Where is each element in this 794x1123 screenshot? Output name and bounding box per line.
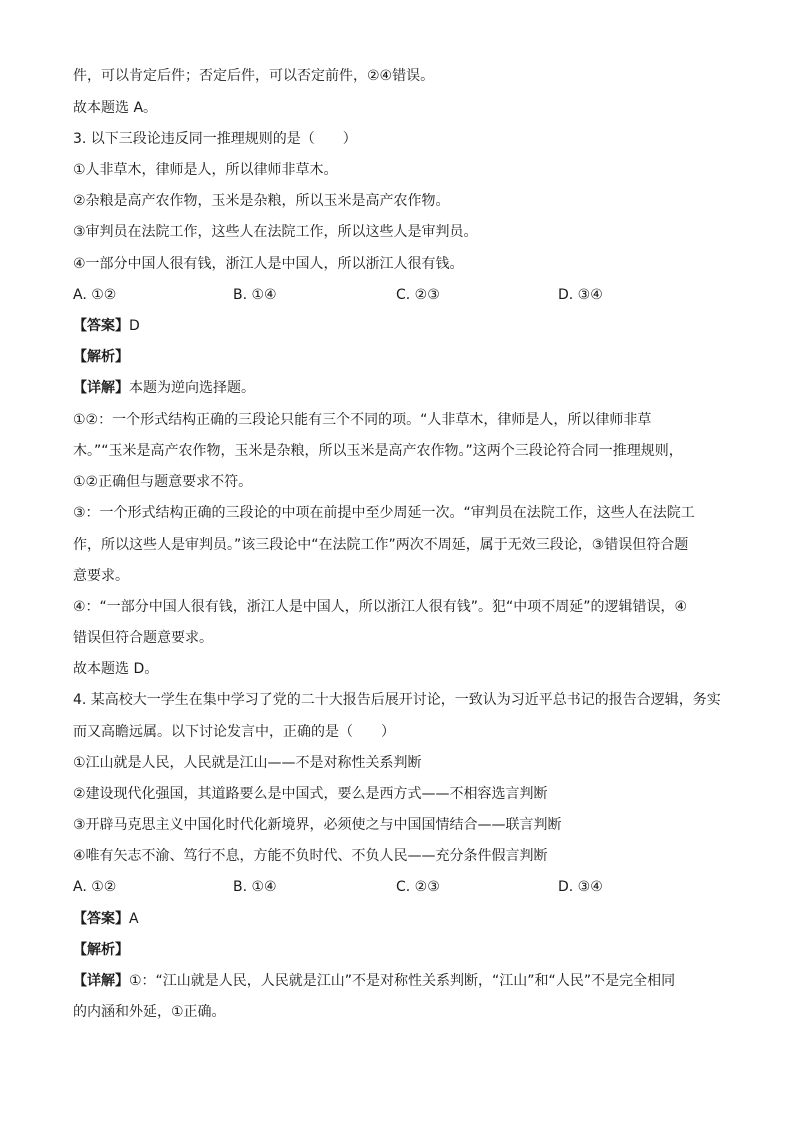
- option-c: C. ②③: [396, 879, 440, 895]
- statement: ②杂粮是高产农作物，玉米是杂粮，所以玉米是高产农作物。: [73, 193, 450, 209]
- answer-line: [73, 909, 139, 929]
- option-a: A. ①②: [73, 879, 117, 895]
- answer-value: D: [129, 318, 140, 334]
- answer-value: A: [129, 911, 139, 927]
- option-d: D. ③④: [558, 287, 603, 303]
- text-line: ④：“一部分中国人很有钱，浙江人是中国人，所以浙江人很有钱”。犯“中项不周延”的逻辑错误，④: [73, 599, 688, 615]
- option-b: B. ①④: [233, 287, 277, 303]
- detail-text: 本题为逆向选择题。: [129, 380, 255, 396]
- detail-tag: 【详解】: [73, 380, 129, 396]
- analysis-tag: [73, 347, 129, 367]
- answer-line: [73, 316, 140, 336]
- option-b: B. ①④: [233, 879, 277, 895]
- answer-tag: 【答案】: [73, 911, 129, 927]
- detail-line: [73, 971, 675, 991]
- text-line: 故本题选 A。: [73, 100, 158, 116]
- text-line: 作，所以这些人是审判员。”该三段论中“在法院工作”两次不周延，属于无效三段论，③错误但符合题: [73, 537, 689, 553]
- text-line: 的内涵和外延，①正确。: [73, 1004, 226, 1020]
- statement: ②建设现代化强国，其道路要么是中国式，要么是西方式——不相容选言判断: [73, 786, 548, 802]
- detail-line: [73, 378, 255, 398]
- answer-tag: 【答案】: [73, 318, 129, 334]
- statement: ③审判员在法院工作，这些人在法院工作，所以这些人是审判员。: [73, 224, 478, 240]
- analysis-tag: [73, 940, 129, 960]
- question-4-stem: 4. 某高校大一学生在集中学习了党的二十大报告后展开讨论，一致认为习近平总书记的报告合逻辑，务实: [73, 692, 721, 708]
- detail-tag: 【详解】: [73, 973, 129, 989]
- detail-text: ①：“江山就是人民，人民就是江山”不是对称性关系判断，“江山”和“人民”不是完全相同: [129, 973, 676, 989]
- statement: ③开辟马克思主义中国化时代化新境界，必须使之与中国国情结合——联言判断: [73, 817, 562, 833]
- text-line: 件，可以肯定后件；否定后件，可以否定前件，②④错误。: [73, 68, 435, 84]
- option-a: A. ①②: [73, 287, 117, 303]
- text-line: 木。”“玉米是高产农作物，玉米是杂粮，所以玉米是高产农作物。”这两个三段论符合同一推理规则，: [73, 443, 683, 459]
- question-4-options: [73, 877, 733, 897]
- question-3-options: [73, 285, 733, 305]
- text-line: ①②正确但与题意要求不符。: [73, 474, 253, 490]
- statement: ①人非草木，律师是人，所以律师非草木。: [73, 162, 338, 178]
- question-4-stem: 而又高瞻远属。以下讨论发言中，正确的是（ ）: [73, 724, 395, 740]
- statement: ④唯有矢志不渝、笃行不息，方能不负时代、不负人民——充分条件假言判断: [73, 848, 548, 864]
- analysis-label: 【解析】: [73, 349, 129, 365]
- text-line: 错误但符合题意要求。: [73, 630, 213, 646]
- question-3-stem: 3. 以下三段论违反同一推理规则的是（ ）: [73, 131, 357, 147]
- option-c: C. ②③: [396, 287, 440, 303]
- text-line: ③：一个形式结构正确的三段论的中项在前提中至少周延一次。“审判员在法院工作，这些人在法院工: [73, 505, 695, 521]
- statement: ④一部分中国人很有钱，浙江人是中国人，所以浙江人很有钱。: [73, 256, 464, 272]
- conclusion-line: 故本题选 D。: [73, 661, 159, 677]
- statement: ①江山就是人民，人民就是江山——不是对称性关系判断: [73, 755, 422, 771]
- text-line: 意要求。: [73, 568, 129, 584]
- text-line: ①②：一个形式结构正确的三段论只能有三个不同的项。“人非草木，律师是人，所以律师非草: [73, 412, 652, 428]
- option-d: D. ③④: [558, 879, 603, 895]
- analysis-label: 【解析】: [73, 942, 129, 958]
